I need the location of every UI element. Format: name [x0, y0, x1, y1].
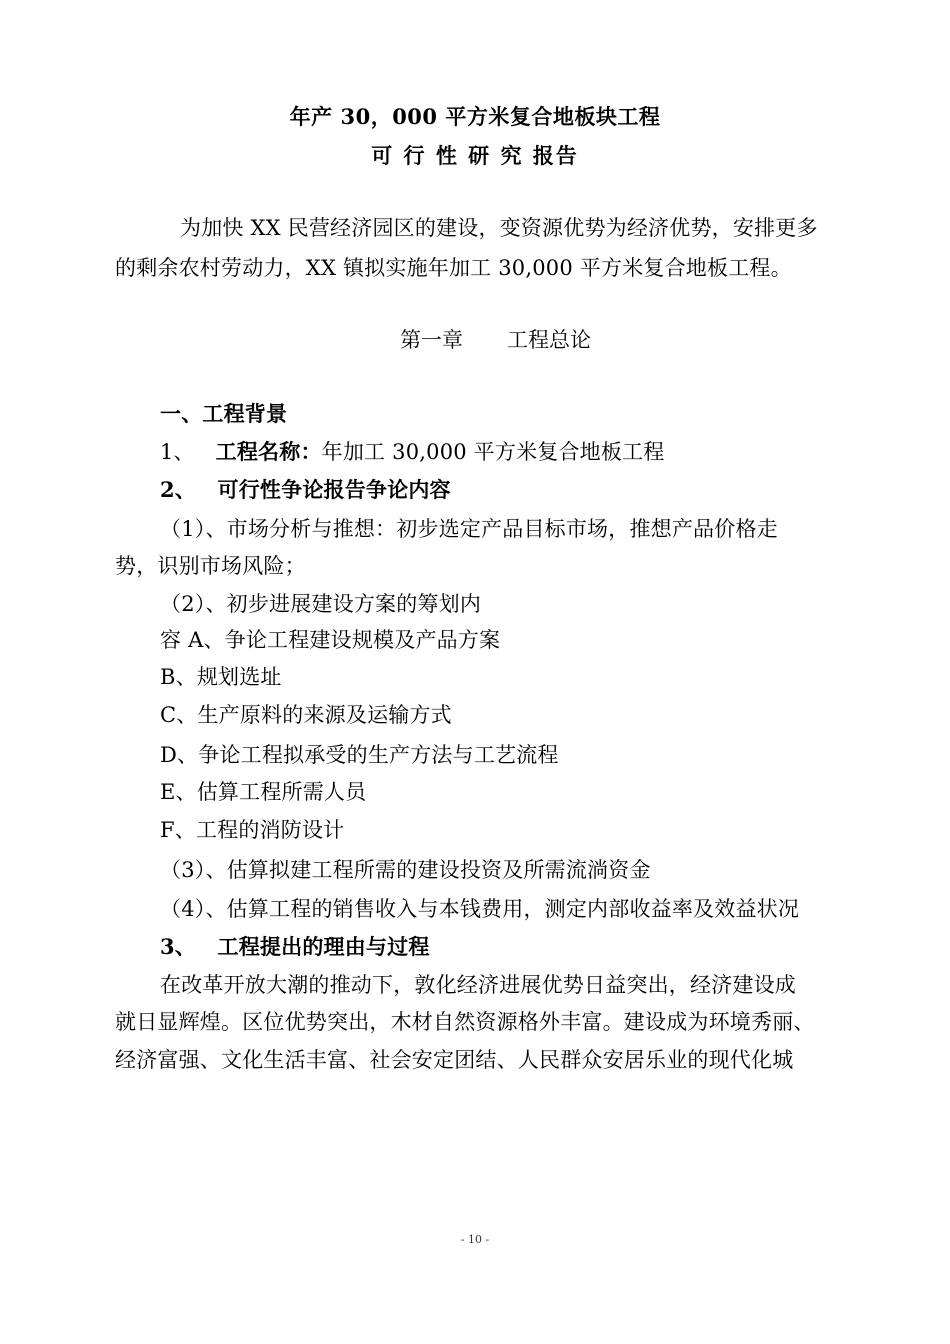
- document-title-line2: 可 行 性 研 究 报告: [371, 143, 579, 168]
- item-reason-process: [160, 932, 430, 962]
- item3-number: 3、: [160, 934, 197, 959]
- sub2-f: F、工程的消防设计: [160, 818, 345, 842]
- page-number: - 10 -: [460, 1233, 490, 1246]
- item1-value: 年加工 30,000 平方米复合地板工程: [321, 440, 665, 464]
- sub2-line2: 容 A、争论工程建设规模及产品方案: [160, 628, 501, 652]
- item-research-content: [160, 475, 451, 505]
- chapter-title: 工程总论: [507, 328, 591, 352]
- item3-label: 工程提出的理由与过程: [217, 934, 430, 959]
- para3-line3: 经济富强、文化生活丰富、社会安定团结、人民群众安居乐业的现代化城: [115, 1048, 794, 1072]
- para3-line1: 在改革开放大潮的推动下，敦化经济进展优势日益突出，经济建设成: [160, 973, 796, 997]
- sub2-d: D、争论工程拟承受的生产方法与工艺流程: [160, 743, 559, 767]
- intro-paragraph-line1: 为加快 XX 民营经济园区的建设，变资源优势为经济优势，安排更多: [180, 216, 818, 240]
- sub4: （4）、估算工程的销售收入与本钱费用，测定内部收益率及效益状况: [160, 897, 800, 921]
- sub1-line2: 势，识别市场风险；: [115, 554, 306, 578]
- section-heading-background: 一、工程背景: [160, 401, 288, 426]
- para3-line2: 就日显辉煌。区位优势突出，木材自然资源格外丰富。建设成为环境秀丽、: [115, 1010, 815, 1034]
- sub2-c: C、生产原料的来源及运输方式: [160, 703, 452, 727]
- item2-number: 2、: [160, 477, 197, 502]
- chapter-number: 第一章: [400, 328, 463, 352]
- sub3: （3）、估算拟建工程所需的建设投资及所需流淌资金: [160, 858, 651, 882]
- item-project-name: [160, 437, 665, 467]
- sub2-line1: （2）、初步进展建设方案的筹划内: [160, 592, 482, 616]
- sub1-line1: （1）、市场分析与推想：初步选定产品目标市场，推想产品价格走: [160, 517, 778, 541]
- sub2-e: E、估算工程所需人员: [160, 780, 367, 804]
- intro-paragraph-line2: 的剩余农村劳动力，XX 镇拟实施年加工 30,000 平方米复合地板工程。: [115, 256, 792, 280]
- sub2-b: B、规划选址: [160, 665, 282, 689]
- document-title-line1: 年产 30，000 平方米复合地板块工程: [289, 104, 661, 129]
- item2-label: 可行性争论报告争论内容: [217, 477, 451, 502]
- item1-number: 1、: [160, 440, 195, 464]
- item1-label: 工程名称：: [215, 439, 322, 464]
- chapter-heading: [400, 325, 591, 355]
